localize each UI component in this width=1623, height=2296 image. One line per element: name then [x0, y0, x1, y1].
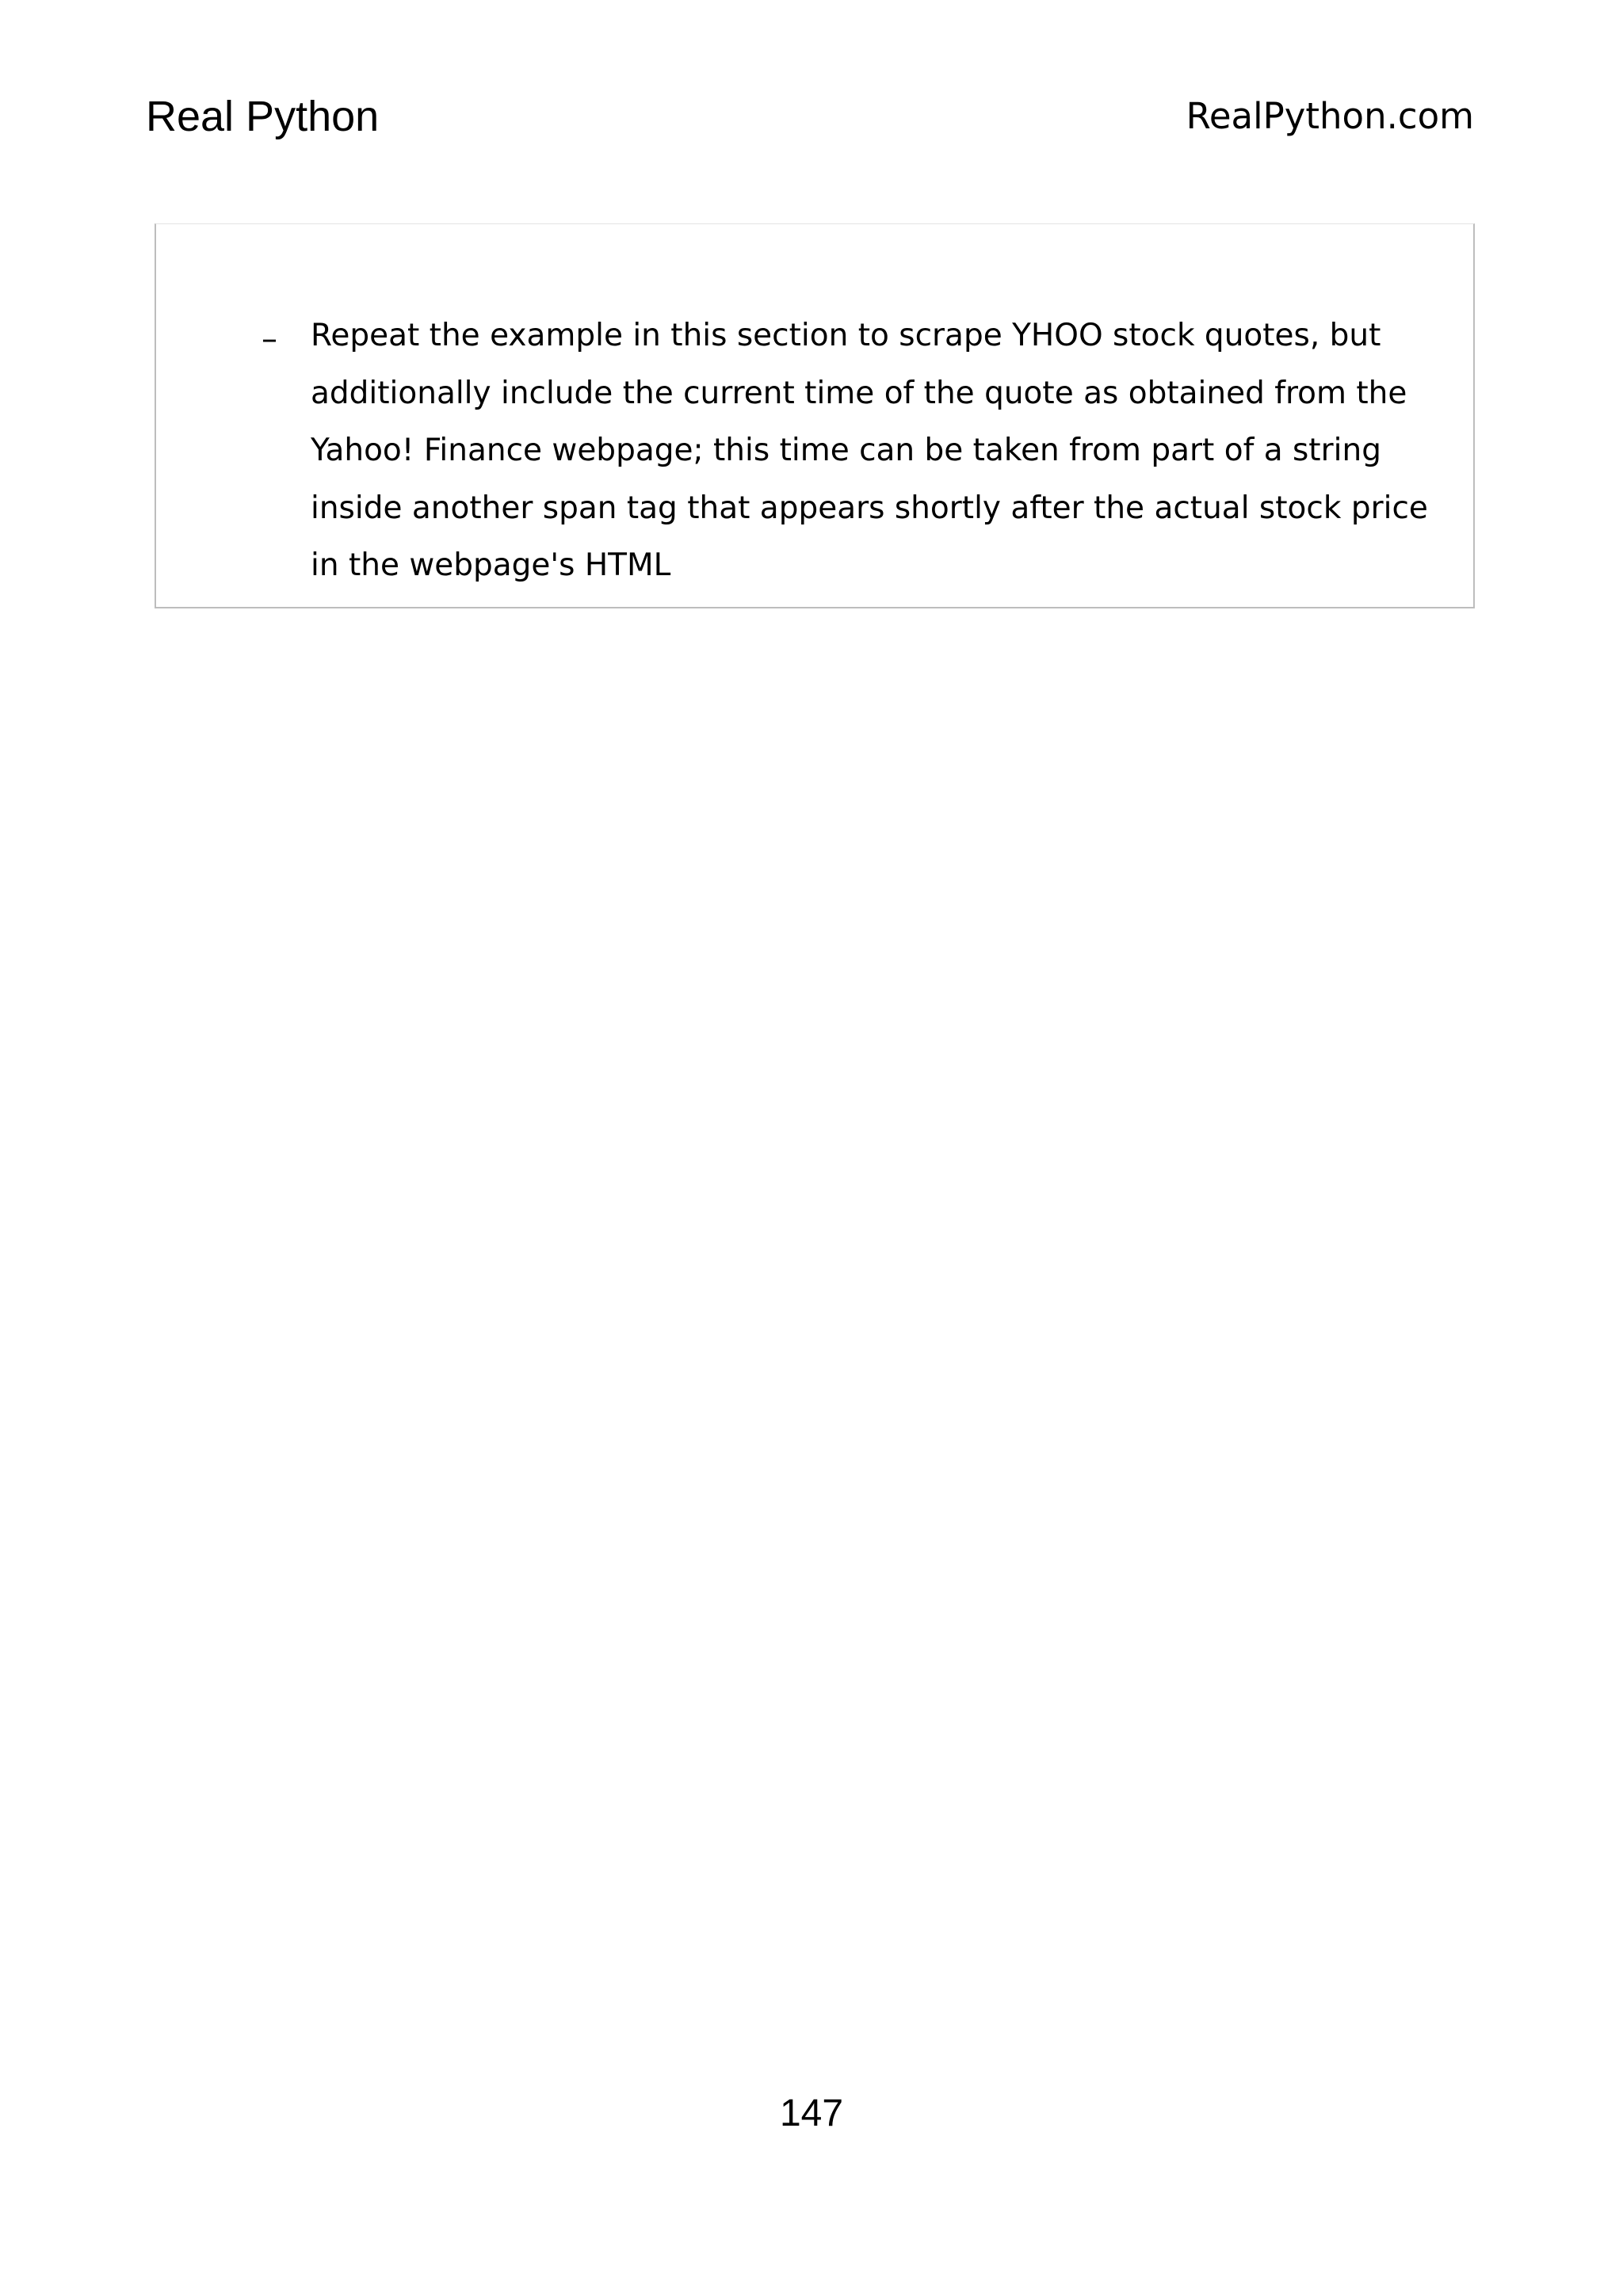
exercise-bullet-text: Repeat the example in this section to scrape YHOO stock quotes, but additionally include the current time of the quote as obtained from the Yahoo! Finance webpage; this time can be taken from part of a string inside another span tag that appears shortly after the actual stock price in the webpage's HTML	[311, 318, 1428, 583]
header-site-url: RealPython.com	[1186, 95, 1474, 137]
page-number: 147	[779, 2092, 844, 2134]
bullet-marker: –	[262, 321, 277, 357]
header-title: Real Python	[146, 93, 380, 140]
